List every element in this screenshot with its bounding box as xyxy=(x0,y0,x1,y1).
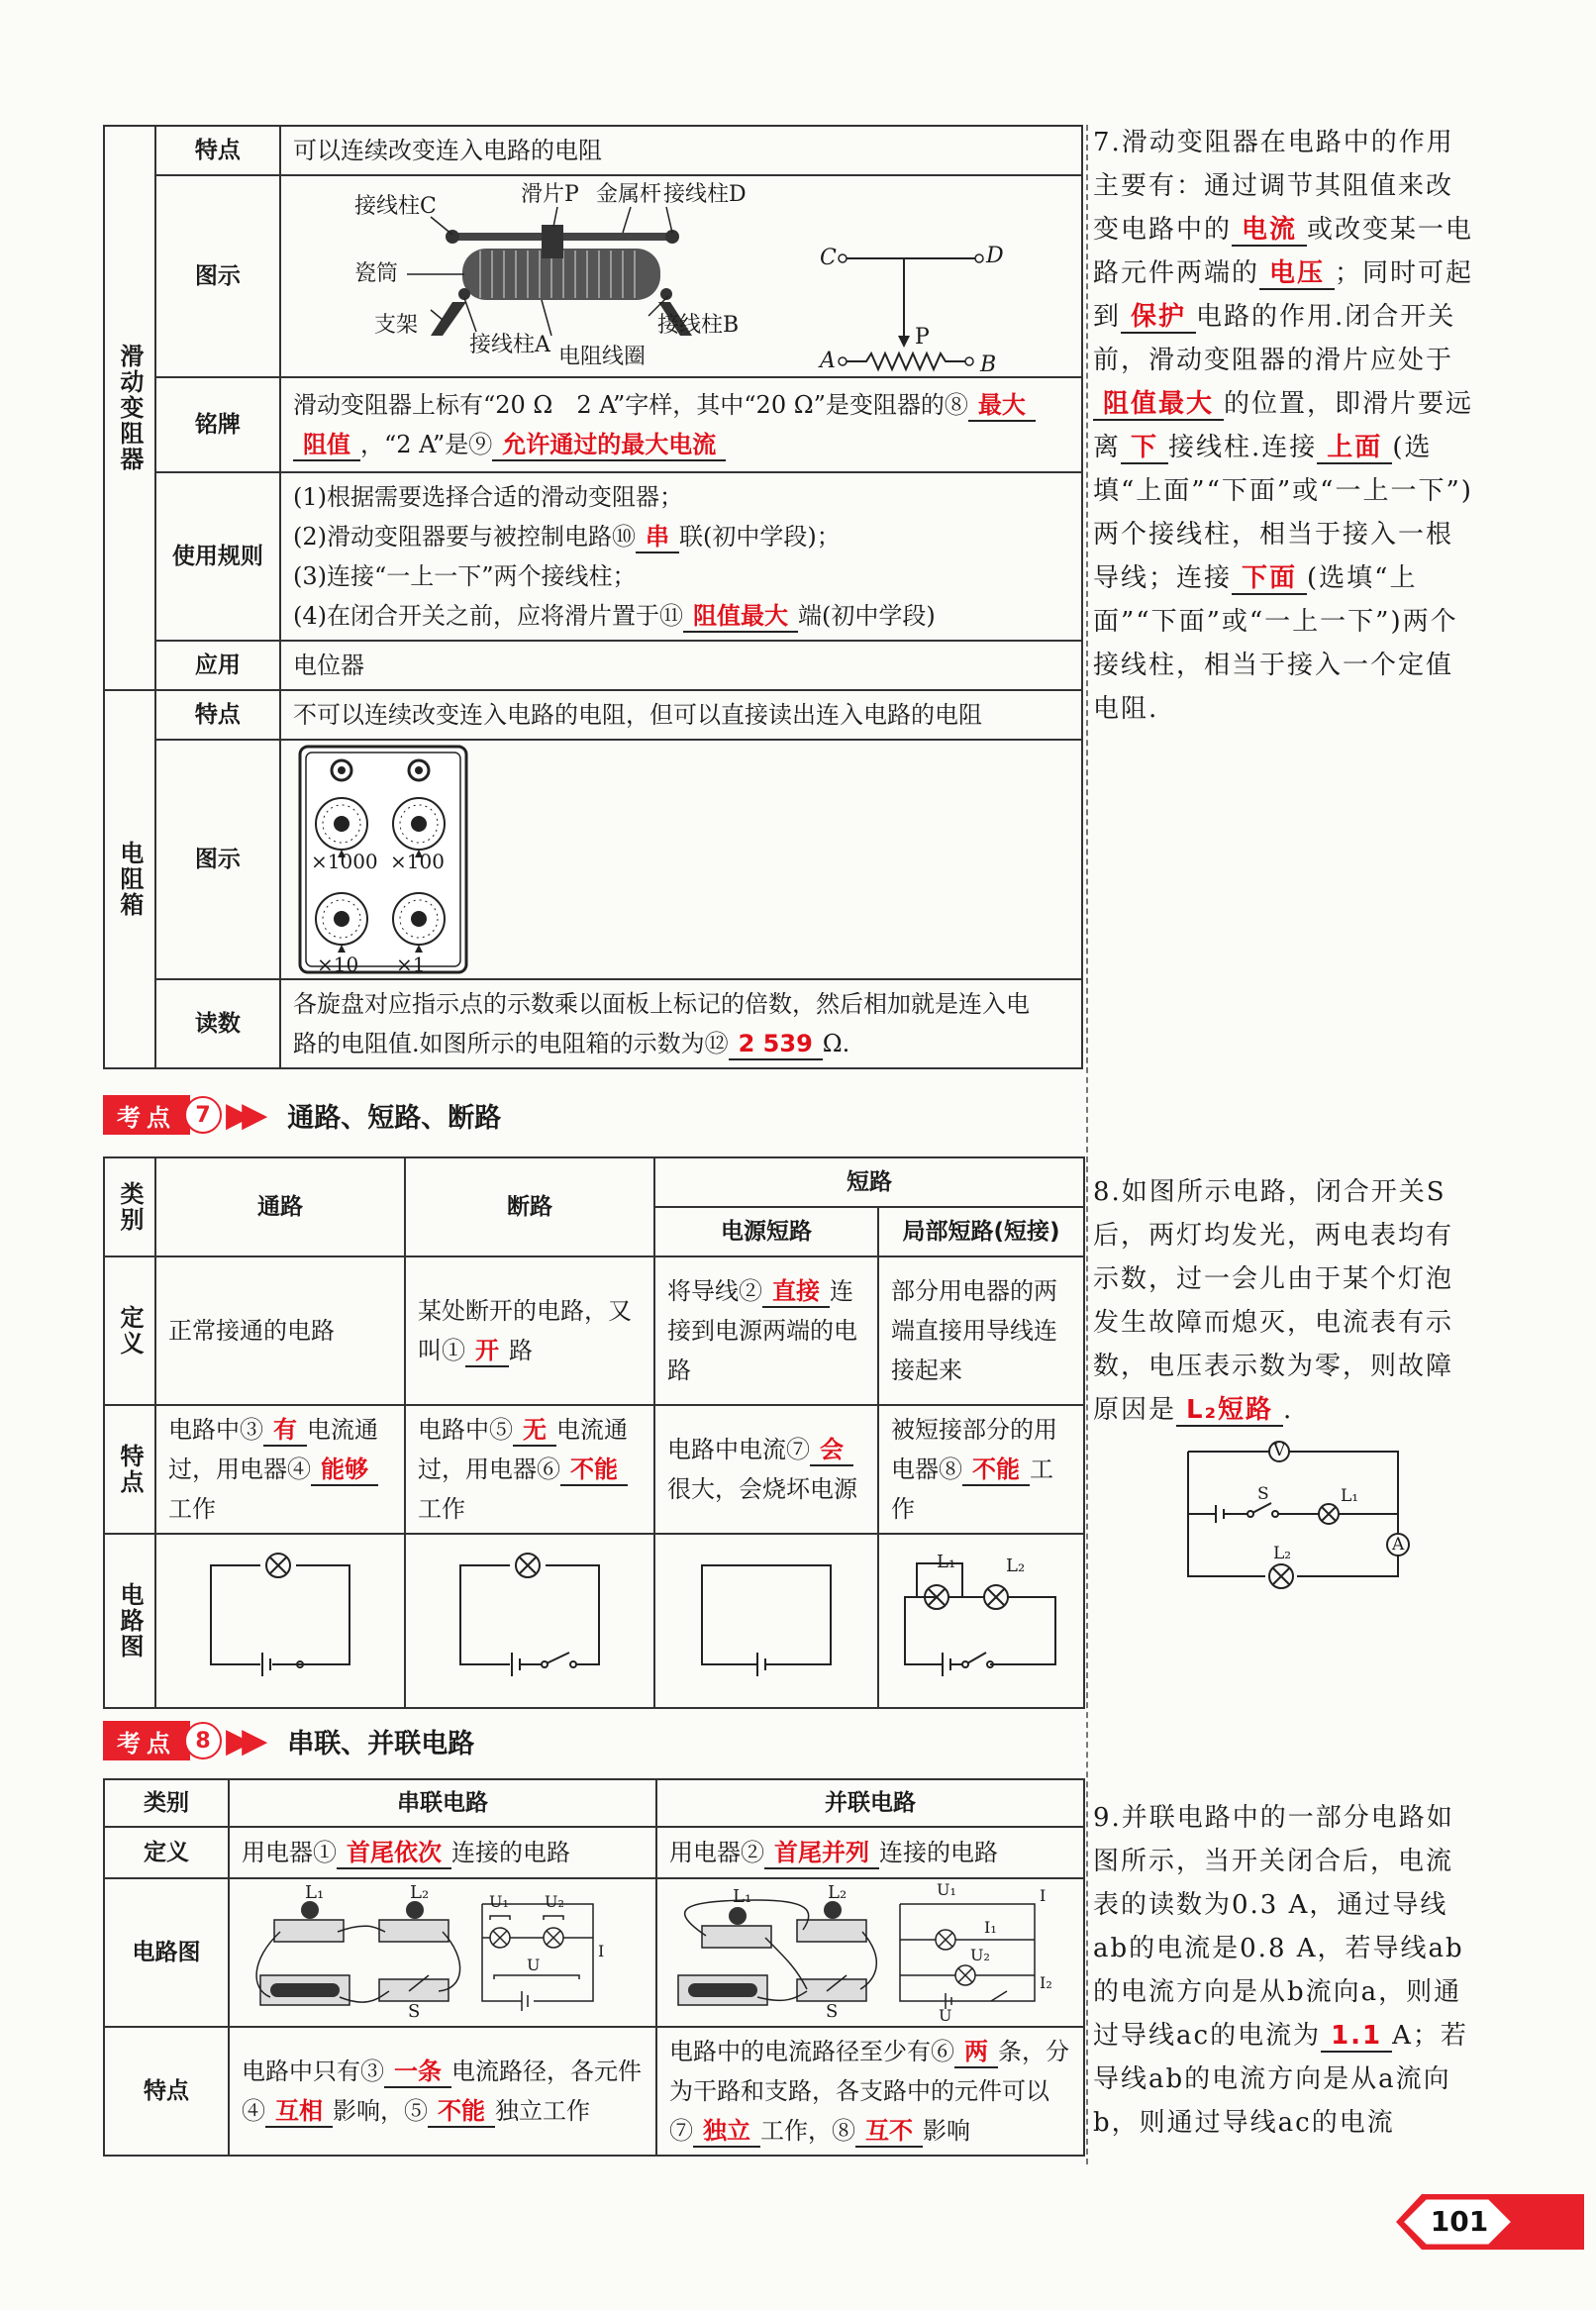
reading-line2: 路的电阻值.如图所示的电阻箱的示数为⑫ 2 539 Ω. xyxy=(293,1024,1069,1063)
symbol-a: A xyxy=(819,349,836,373)
answer-10: 串 xyxy=(636,522,679,553)
answer-8a: 最大 xyxy=(968,390,1036,422)
reading-text xyxy=(280,979,1082,1068)
open-definition: 某处断开的电路，又叫① 开 路 xyxy=(405,1256,654,1405)
label-slider-p: 滑片P xyxy=(520,182,579,207)
sp-answer-5: 不能 xyxy=(428,2096,495,2128)
answer-9: 允许通过的最大电流 xyxy=(492,430,726,461)
box-diagram-label: 图示 xyxy=(155,740,280,979)
answer-5: 无 xyxy=(513,1415,556,1447)
q8-l2-label: L₂ xyxy=(1273,1544,1292,1563)
series-u2: U₂ xyxy=(545,1892,564,1911)
parallel-i1: I₁ xyxy=(984,1918,997,1937)
symbol-b: B xyxy=(979,352,997,377)
source-short-circuit-diagram xyxy=(672,1546,860,1684)
section-7-number: 7 xyxy=(184,1096,222,1134)
answer-4: 能够 xyxy=(311,1455,378,1486)
rheostat-diagram-cell xyxy=(280,175,1082,377)
question-9: 9.并联电路中的一部分电路如图所示，当开关闭合后，电流表的读数为0.3 A，通过导线ab的电流是0.8 A，若导线ab的电流方向是从b流向a，则通过导线ac的电流为 1.1 A；若导线ab的电流方向是从a流向b，则通过导线ac的电流 xyxy=(1093,1803,1468,2138)
label-metal-rod: 金属杆 xyxy=(595,182,661,207)
app-label: 应用 xyxy=(155,641,280,690)
q8-circuit-diagram xyxy=(1178,1436,1416,1604)
open-header: 断路 xyxy=(405,1157,654,1256)
sp-answer-4: 互相 xyxy=(265,2096,333,2128)
open-circuit-diagram xyxy=(431,1546,629,1684)
q7-answer-4: 阻值最大 xyxy=(1093,389,1224,421)
label-stand: 支架 xyxy=(373,313,418,338)
question-8: 8.如图所示电路，闭合开关S后，两灯均发光，两电表均有示数，过一会儿由于某个灯泡发生故障而熄灭，电流表有示数，电压表示数为零，则故障原因是 L₂短路 . xyxy=(1093,1177,1454,1425)
answer-7: 会 xyxy=(810,1435,853,1466)
double-arrow-icon: ▶▶ xyxy=(226,1095,258,1135)
sp-answer-8: 互不 xyxy=(855,2116,923,2148)
short-header: 短路 xyxy=(654,1157,1084,1207)
section-7-title: 通路、短路、断路 xyxy=(287,1102,502,1134)
column-divider xyxy=(1086,125,1088,2164)
answer-8b: 阻值 xyxy=(293,430,360,461)
series-parallel-table xyxy=(103,1778,1085,2157)
reading-label: 读数 xyxy=(155,979,280,1068)
rheostat-group-label: 滑动变阻器 xyxy=(104,126,155,690)
rheostat-symbol xyxy=(847,258,975,369)
diagram-label: 图示 xyxy=(155,175,280,377)
source-short-feature: 电路中电流⑦ 会很大，会烧坏电源 xyxy=(654,1405,878,1534)
section-7-header xyxy=(103,1093,501,1137)
multiplier-100: ×100 xyxy=(389,850,445,873)
box-feature-label: 特点 xyxy=(155,690,280,740)
parallel-header: 并联电路 xyxy=(656,1779,1084,1827)
answer-11: 阻值最大 xyxy=(683,601,798,633)
answer-3: 有 xyxy=(263,1415,307,1447)
parallel-feature: 电路中的电流路径至少有⑥ 两 条，分为干路和支路，各支路中的元件可以⑦ 独立 工作，⑧ 互不 影响 xyxy=(656,2027,1084,2156)
rule-4: (4)在闭合开关之前，应将滑片置于⑪ 阻值最大 端(初中学段) xyxy=(293,596,1069,636)
source-short-circuit-cell xyxy=(654,1534,878,1708)
q7-answer-3: 保护 xyxy=(1121,302,1196,334)
sp-answer-1: 首尾依次 xyxy=(337,1838,451,1869)
series-definition: 用电器① 首尾依次 连接的电路 xyxy=(229,1827,656,1878)
closed-definition: 正常接通的电路 xyxy=(155,1256,405,1405)
source-short-definition: 将导线② 直接 连接到电源两端的电路 xyxy=(654,1256,878,1405)
reading-line1: 各旋盘对应指示点的示数乘以面板上标记的倍数，然后相加就是连入电 xyxy=(292,990,1030,1018)
local-l1-label: L₁ xyxy=(937,1552,956,1572)
label-terminal-a: 接线柱A xyxy=(468,333,550,357)
sp-type-header: 类别 xyxy=(104,1779,229,1827)
section-8-number: 8 xyxy=(184,1722,222,1759)
series-u1: U₁ xyxy=(489,1892,509,1911)
series-s: S xyxy=(408,2001,421,2022)
series-feature: 电路中只有③ 一条 电流路径，各元件④ 互相 影响，⑤ 不能 独立工作 xyxy=(229,2027,656,2156)
label-porcelain: 瓷筒 xyxy=(353,261,398,286)
parallel-l2: L₂ xyxy=(828,1882,848,1903)
section-8-title: 串联、并联电路 xyxy=(287,1728,475,1759)
question-7: 7.滑动变阻器在电路中的作用主要有：通过调节其阻值来改变电路中的 电流 或改变某一电路元件两端的 电压 ；同时可起到 保护 电路的作用.闭合开关前，滑动变阻器的滑片应处于阻值最大 的位置，即滑片要远离 下 接线柱.连接 上面 (选填“上面”“下面”或“一上一下”)两个接线柱，相当于接入一根导线；连接 下面 (选填“上面”“下面”或“一上一下”)两个接线柱，相当于接入一个定值电阻. xyxy=(1093,128,1474,724)
local-short-circuit-diagram xyxy=(887,1546,1075,1684)
parallel-u1: U₁ xyxy=(937,1880,956,1899)
series-circuit-cell xyxy=(229,1878,656,2027)
label-coil: 电阻线圈 xyxy=(557,345,646,369)
feature-row-label: 特点 xyxy=(104,1405,155,1534)
nameplate-part1: 滑动变阻器上标有“20 Ω 2 A”字样，其中“20 Ω”是变阻器的⑧ xyxy=(292,391,968,419)
symbol-c: C xyxy=(819,246,837,270)
multiplier-1: ×1 xyxy=(395,953,426,976)
series-l2: L₂ xyxy=(410,1882,430,1903)
label-terminal-d: 接线柱D xyxy=(662,182,747,207)
circuit-row-label: 电路图 xyxy=(104,1534,155,1708)
closed-feature: 电路中③ 有 电流通过，用电器④ 能够工作 xyxy=(155,1405,405,1534)
local-short-definition: 部分用电器的两端直接用导线连接起来 xyxy=(878,1256,1084,1405)
sp-answer-3: 一条 xyxy=(384,2057,451,2088)
parallel-u: U xyxy=(939,2006,952,2025)
nameplate-part2: ，“2 A”是⑨ xyxy=(359,431,493,458)
q7-answer-2: 电压 xyxy=(1259,258,1335,290)
rules-label: 使用规则 xyxy=(155,472,280,641)
definition-label: 定义 xyxy=(104,1256,155,1405)
feature-label: 特点 xyxy=(155,126,280,175)
sp-feature-label: 特点 xyxy=(104,2027,229,2156)
page-number-badge xyxy=(1386,2190,1584,2254)
parallel-s: S xyxy=(826,2001,839,2022)
sp-answer-7: 独立 xyxy=(693,2116,760,2148)
local-short-circuit-cell xyxy=(878,1534,1084,1708)
rules-text xyxy=(280,472,1082,641)
series-circuit-diagram xyxy=(231,1880,654,2025)
label-terminal-b: 接线柱B xyxy=(656,313,740,338)
parallel-l1: L₁ xyxy=(733,1886,752,1907)
answer-2: 直接 xyxy=(762,1276,830,1308)
series-i: I xyxy=(598,1942,605,1960)
rule-2: (2)滑动变阻器要与被控制电路⑩ 串 联(初中学段)； xyxy=(293,517,1069,556)
double-arrow-icon: ▶▶ xyxy=(226,1721,258,1760)
symbol-p: P xyxy=(914,325,930,350)
section-8-tag: 考点 xyxy=(103,1721,190,1760)
sp-definition-label: 定义 xyxy=(104,1827,229,1878)
closed-header: 通路 xyxy=(155,1157,405,1256)
circuit-state-table xyxy=(103,1156,1085,1709)
symbol-d: D xyxy=(985,244,1004,268)
q7-answer-1: 电流 xyxy=(1232,215,1307,247)
nameplate-label: 铭牌 xyxy=(155,377,280,472)
parallel-definition: 用电器② 首尾并列 连接的电路 xyxy=(656,1827,1084,1878)
page-number: 101 xyxy=(1430,2205,1489,2238)
answer-6: 不能 xyxy=(560,1455,628,1486)
answer-12: 2 539 xyxy=(729,1029,823,1060)
series-l1: L₁ xyxy=(305,1882,325,1903)
sp-answer-2: 首尾并列 xyxy=(764,1838,879,1869)
series-header: 串联电路 xyxy=(229,1779,656,1827)
q8-ammeter-label: A xyxy=(1392,1535,1405,1555)
q8-l1-label: L₁ xyxy=(1341,1486,1359,1506)
answer-1: 开 xyxy=(465,1336,509,1367)
label-terminal-c: 接线柱C xyxy=(353,194,437,219)
rheostat-feature: 可以连续改变连入电路的电阻 xyxy=(280,126,1082,175)
q7-answer-6: 上面 xyxy=(1317,433,1392,464)
sp-answer-6: 两 xyxy=(954,2037,998,2068)
q9-answer-1: 1.1 xyxy=(1321,2021,1392,2053)
q7-answer-7: 下面 xyxy=(1232,563,1307,595)
rheostat-table xyxy=(103,125,1083,1069)
closed-circuit-cell xyxy=(155,1534,405,1708)
answer-8: 不能 xyxy=(962,1455,1030,1486)
section-7-tag: 考点 xyxy=(103,1095,190,1135)
source-short-header: 电源短路 xyxy=(654,1207,878,1256)
local-short-feature: 被短接部分的用电器⑧ 不能 工作 xyxy=(878,1405,1084,1534)
open-feature: 电路中⑤ 无 电流通过，用电器⑥ 不能工作 xyxy=(405,1405,654,1534)
q8-answer-1: L₂短路 xyxy=(1176,1395,1283,1427)
local-l2-label: L₂ xyxy=(1006,1556,1026,1576)
box-feature: 不可以连续改变连入电路的电阻，但可以直接读出连入电路的电阻 xyxy=(280,690,1082,740)
type-header: 类别 xyxy=(104,1157,155,1256)
parallel-u2: U₂ xyxy=(970,1946,990,1964)
parallel-i2: I₂ xyxy=(1040,1973,1052,1992)
q7-answer-5: 下 xyxy=(1121,433,1168,464)
parallel-circuit-cell xyxy=(656,1878,1084,2027)
app-text: 电位器 xyxy=(280,641,1082,690)
multiplier-10: ×10 xyxy=(316,953,359,976)
parallel-i: I xyxy=(1040,1886,1047,1905)
q8-switch-label: S xyxy=(1257,1484,1269,1504)
stand-left xyxy=(431,302,466,336)
rule-3: (3)连接“一上一下”两个接线柱； xyxy=(292,562,637,590)
q8-voltmeter-label: V xyxy=(1273,1441,1286,1460)
series-u: U xyxy=(527,1956,541,1974)
box-diagram-cell xyxy=(280,740,1082,979)
closed-circuit-diagram xyxy=(181,1546,379,1684)
nameplate-text xyxy=(280,377,1082,472)
multiplier-1000: ×1000 xyxy=(310,850,378,873)
slider xyxy=(542,225,563,258)
sp-circuit-label: 电路图 xyxy=(104,1878,229,2027)
section-8-header xyxy=(103,1719,474,1762)
question-8-circuit xyxy=(1178,1436,1416,1604)
open-circuit-cell xyxy=(405,1534,654,1708)
parallel-circuit-diagram xyxy=(658,1880,1082,2025)
local-short-header: 局部短路(短接) xyxy=(878,1207,1084,1256)
box-group-label: 电阻箱 xyxy=(104,690,155,1068)
rule-1: (1)根据需要选择合适的滑动变阻器； xyxy=(292,483,683,511)
